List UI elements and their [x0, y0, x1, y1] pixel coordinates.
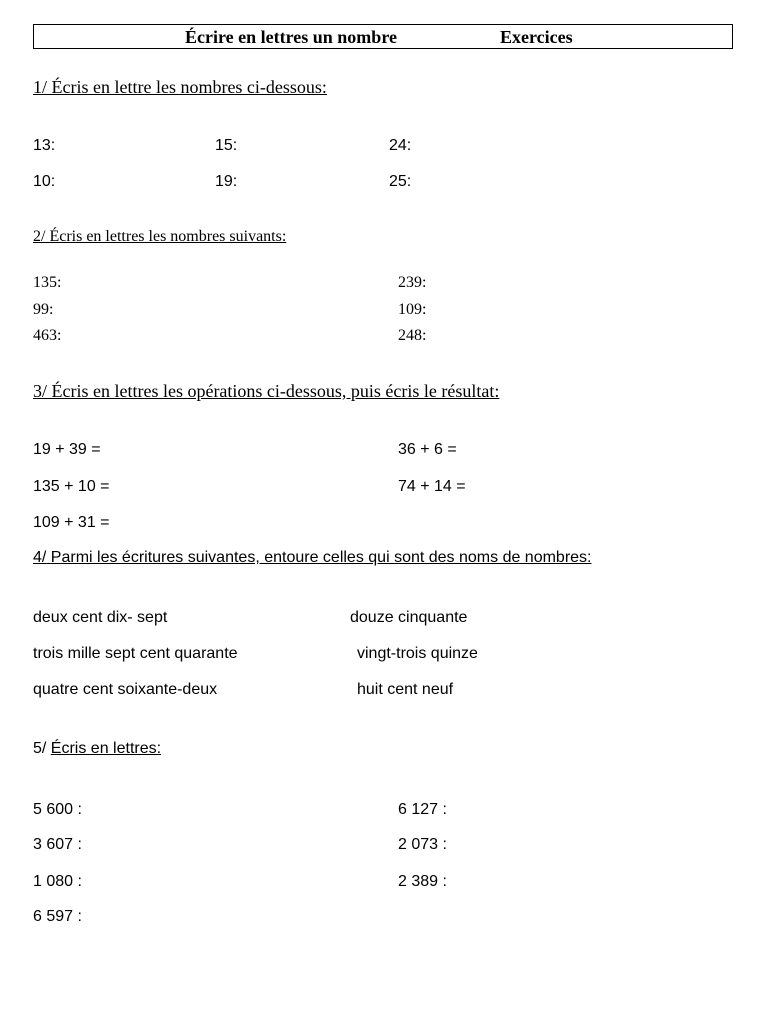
- exercise-5-instruction: Écris en lettres:: [50, 740, 162, 757]
- exercise-3-item: 74 + 14 =: [398, 478, 466, 495]
- exercise-5-item: 6 597 :: [33, 908, 82, 925]
- exercise-3-item: 36 + 6 =: [398, 441, 457, 458]
- exercise-1-item: 19:: [215, 173, 238, 190]
- exercise-4-item: huit cent neuf: [357, 681, 454, 698]
- exercise-5-item: 3 607 :: [33, 836, 82, 853]
- exercise-3-item: 109 + 31 =: [33, 514, 110, 531]
- exercise-5-item: 5 600 :: [33, 801, 82, 818]
- exercise-3-item: 19 + 39 =: [33, 441, 101, 458]
- exercise-2-item: 248:: [398, 327, 427, 344]
- exercise-1-item: 10:: [33, 173, 56, 190]
- exercise-4-item: deux cent dix- sept: [33, 609, 168, 626]
- exercise-5-item: 2 073 :: [398, 836, 447, 853]
- exercise-4-heading: [33, 549, 592, 567]
- exercise-1-heading: 1/ Écris en lettre les nombres ci-dessous:: [33, 77, 327, 97]
- exercise-2-item: 99:: [33, 301, 54, 318]
- exercise-3-heading: 3/ Écris en lettres les opérations ci-dessous, puis écris le résultat:: [33, 381, 500, 401]
- exercise-4-number: 4/: [33, 549, 47, 566]
- exercise-5-item: 1 080 :: [33, 873, 82, 890]
- exercise-1-item: 13:: [33, 137, 56, 154]
- exercise-1-item: 25:: [389, 173, 412, 190]
- exercise-4-item: vingt-trois quinze: [357, 645, 478, 662]
- exercise-1-item: 24:: [389, 137, 412, 154]
- exercise-2-heading: 2/ Écris en lettres les nombres suivants:: [33, 228, 287, 245]
- exercise-2-item: 239:: [398, 274, 427, 291]
- exercise-2-item: 463:: [33, 327, 62, 344]
- page-title: Écrire en lettres un nombre: [185, 27, 397, 47]
- exercise-1-item: 15:: [215, 137, 238, 154]
- page-subtitle: Exercices: [500, 27, 573, 47]
- exercise-4-item: trois mille sept cent quarante: [33, 645, 238, 662]
- exercise-3-item: 135 + 10 =: [33, 478, 110, 495]
- exercise-5-item: 2 389 :: [398, 873, 447, 890]
- exercise-2-item: 109:: [398, 301, 427, 318]
- exercise-4-item: douze cinquante: [350, 609, 468, 626]
- exercise-2-item: 135:: [33, 274, 62, 291]
- exercise-4-instruction: Parmi les écritures suivantes, entoure celles qui sont des noms de nombres:: [50, 549, 592, 566]
- exercise-5-heading: [33, 740, 161, 758]
- exercise-5-item: 6 127 :: [398, 801, 447, 818]
- exercise-4-item: quatre cent soixante-deux: [33, 681, 218, 698]
- title-box: [33, 24, 733, 49]
- exercise-5-number: 5/: [33, 740, 47, 757]
